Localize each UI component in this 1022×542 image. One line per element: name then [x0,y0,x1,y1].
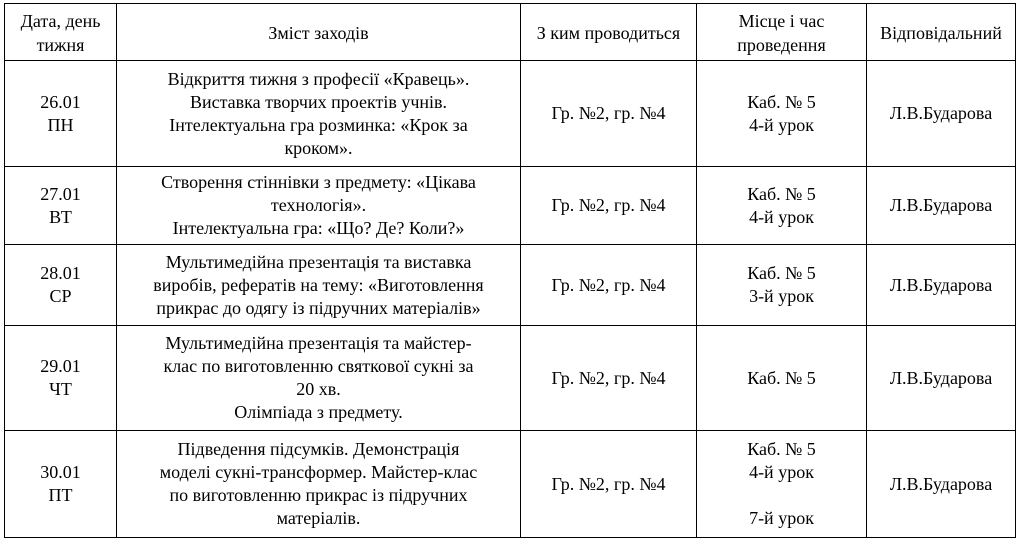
place-spacer [701,484,862,507]
place-line: 4-й урок [749,206,814,227]
place-line: Каб. № 5 [747,439,816,459]
cell-content [117,431,521,538]
header-place-line-2: проведення [737,35,826,55]
header-date [5,4,117,61]
cell-date [5,61,117,167]
date-value: 30.01 [40,462,81,482]
content-line: кроком». [284,137,353,158]
day-value: СР [49,286,72,306]
content-line: Відкриття тижня з професії «Кравець». [167,68,470,89]
cell-place [697,61,867,167]
cell-place [697,326,867,431]
cell-date [5,245,117,326]
table-row [5,326,1016,431]
content-line: технологія». [270,195,367,215]
day-value: ЧТ [49,379,72,399]
day-value: ПТ [48,485,73,505]
cell-with-whom: Гр. №2, гр. №4 [521,61,697,167]
table-row [5,167,1016,245]
place-line: 4-й урок [749,114,814,135]
place-line: Каб. № 5 [747,367,816,388]
header-date-line-2: тижня [36,35,85,55]
day-value: ВТ [49,206,72,227]
content-line: моделі сукні-трансформер. Майстер-клас [159,462,478,482]
date-value: 26.01 [40,91,81,112]
cell-responsible: Л.В.Бударова [867,167,1016,245]
table-row [5,431,1016,538]
place-line: 3-й урок [749,286,814,306]
date-value: 27.01 [40,183,81,204]
header-row [5,4,1016,61]
content-line: Мультимедійна презентація та виставка [165,251,472,272]
header-date-line-1: Дата, день [20,11,101,31]
schedule-table [4,3,1016,538]
content-line: по виготовленню прикрас із підручних [169,485,468,505]
content-line: Підведення підсумків. Демонстрація [177,439,460,459]
cell-date [5,326,117,431]
header-place-time [697,4,867,61]
cell-with-whom: Гр. №2, гр. №4 [521,431,697,538]
date-value: 28.01 [40,263,81,283]
header-with-whom: З ким проводиться [521,4,697,61]
place-line: 4-й урок [749,462,814,482]
cell-responsible: Л.В.Бударова [867,245,1016,326]
place-line: Каб. № 5 [747,263,816,283]
day-value: ПН [47,114,74,135]
header-place-line-1: Місце і час [738,11,825,31]
place-line: Каб. № 5 [747,91,816,112]
table-row [5,245,1016,326]
content-line: виробів, рефератів на тему: «Виготовлення [153,274,484,295]
place-line: Каб. № 5 [747,183,816,204]
cell-place [697,245,867,326]
date-value: 29.01 [40,356,81,376]
cell-content [117,61,521,167]
cell-date [5,431,117,538]
cell-place [697,167,867,245]
content-line: Виставка творчих проектів учнів. [189,91,448,112]
content-line: Олімпіада з предмету. [234,402,403,422]
cell-with-whom: Гр. №2, гр. №4 [521,167,697,245]
content-line: Інтелектуальна гра: «Що? Де? Коли?» [172,218,465,238]
content-line: Створення стіннівки з предмету: «Цікава [161,172,476,192]
cell-content [117,167,521,245]
cell-responsible: Л.В.Бударова [867,61,1016,167]
place-line: 7-й урок [749,508,814,528]
content-line: Мультимедійна презентація та майстер- [165,333,472,353]
content-line: клас по виготовленню святкової сукні за [163,356,474,376]
content-line: матеріалів. [276,508,361,528]
cell-content [117,245,521,326]
cell-place [697,431,867,538]
content-line: прикрас до одягу із підручних матеріалів» [156,297,481,318]
cell-date [5,167,117,245]
content-line: Інтелектуальна гра розминка: «Крок за [169,114,468,135]
content-line: 20 хв. [296,379,341,399]
cell-responsible: Л.В.Бударова [867,326,1016,431]
table-row [5,61,1016,167]
cell-with-whom: Гр. №2, гр. №4 [521,245,697,326]
cell-with-whom: Гр. №2, гр. №4 [521,326,697,431]
cell-content [117,326,521,431]
header-content: Зміст заходів [117,4,521,61]
cell-responsible: Л.В.Бударова [867,431,1016,538]
header-responsible: Відповідальний [867,4,1016,61]
